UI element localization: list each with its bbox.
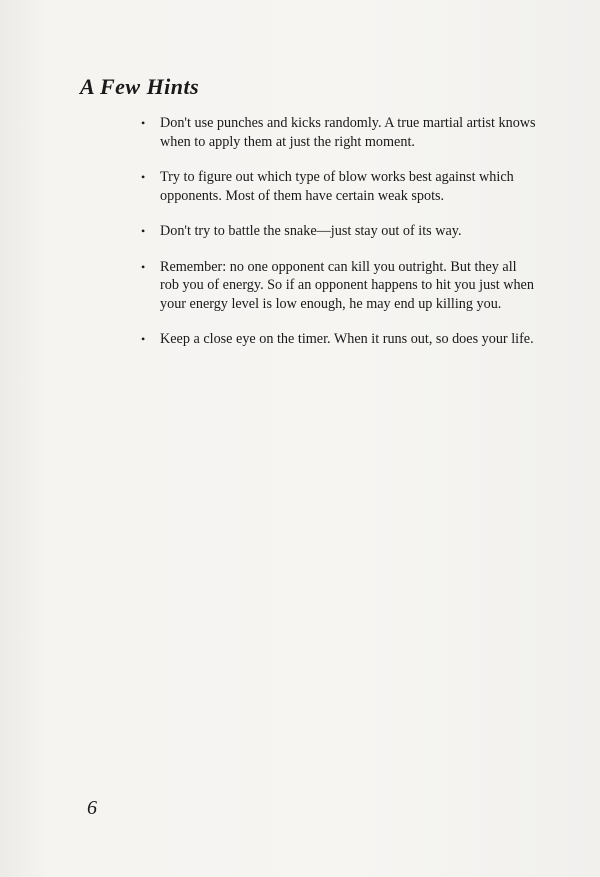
bullet-icon: • <box>141 332 146 346</box>
bullet-icon: • <box>141 224 146 238</box>
hint-item <box>138 330 538 349</box>
hint-text: Don't use punches and kicks randomly. A true martial artist knows when to apply them at just the right moment. <box>160 115 536 150</box>
hint-text: Try to figure out which type of blow works best against which opponents. Most of them have certain weak spots. <box>160 169 514 204</box>
page-title: A Few Hints <box>80 74 200 99</box>
hint-text: Keep a close eye on the timer. When it runs out, so does your life. <box>160 331 534 347</box>
hint-item <box>138 114 538 151</box>
hint-item <box>138 258 538 314</box>
bullet-icon: • <box>141 170 146 184</box>
bullet-icon: • <box>141 116 146 130</box>
page-number: 6 <box>87 797 97 819</box>
hint-text: Remember: no one opponent can kill you outright. But they all rob you of energy. So if an opponent happens to hit you just when your energy level is low enough, he may end up killing you. <box>160 258 534 312</box>
hint-item <box>138 222 538 241</box>
hint-item <box>138 168 538 205</box>
hint-text: Don't try to battle the snake—just stay out of its way. <box>160 223 462 239</box>
bullet-icon: • <box>141 259 146 274</box>
hints-list <box>138 114 538 366</box>
